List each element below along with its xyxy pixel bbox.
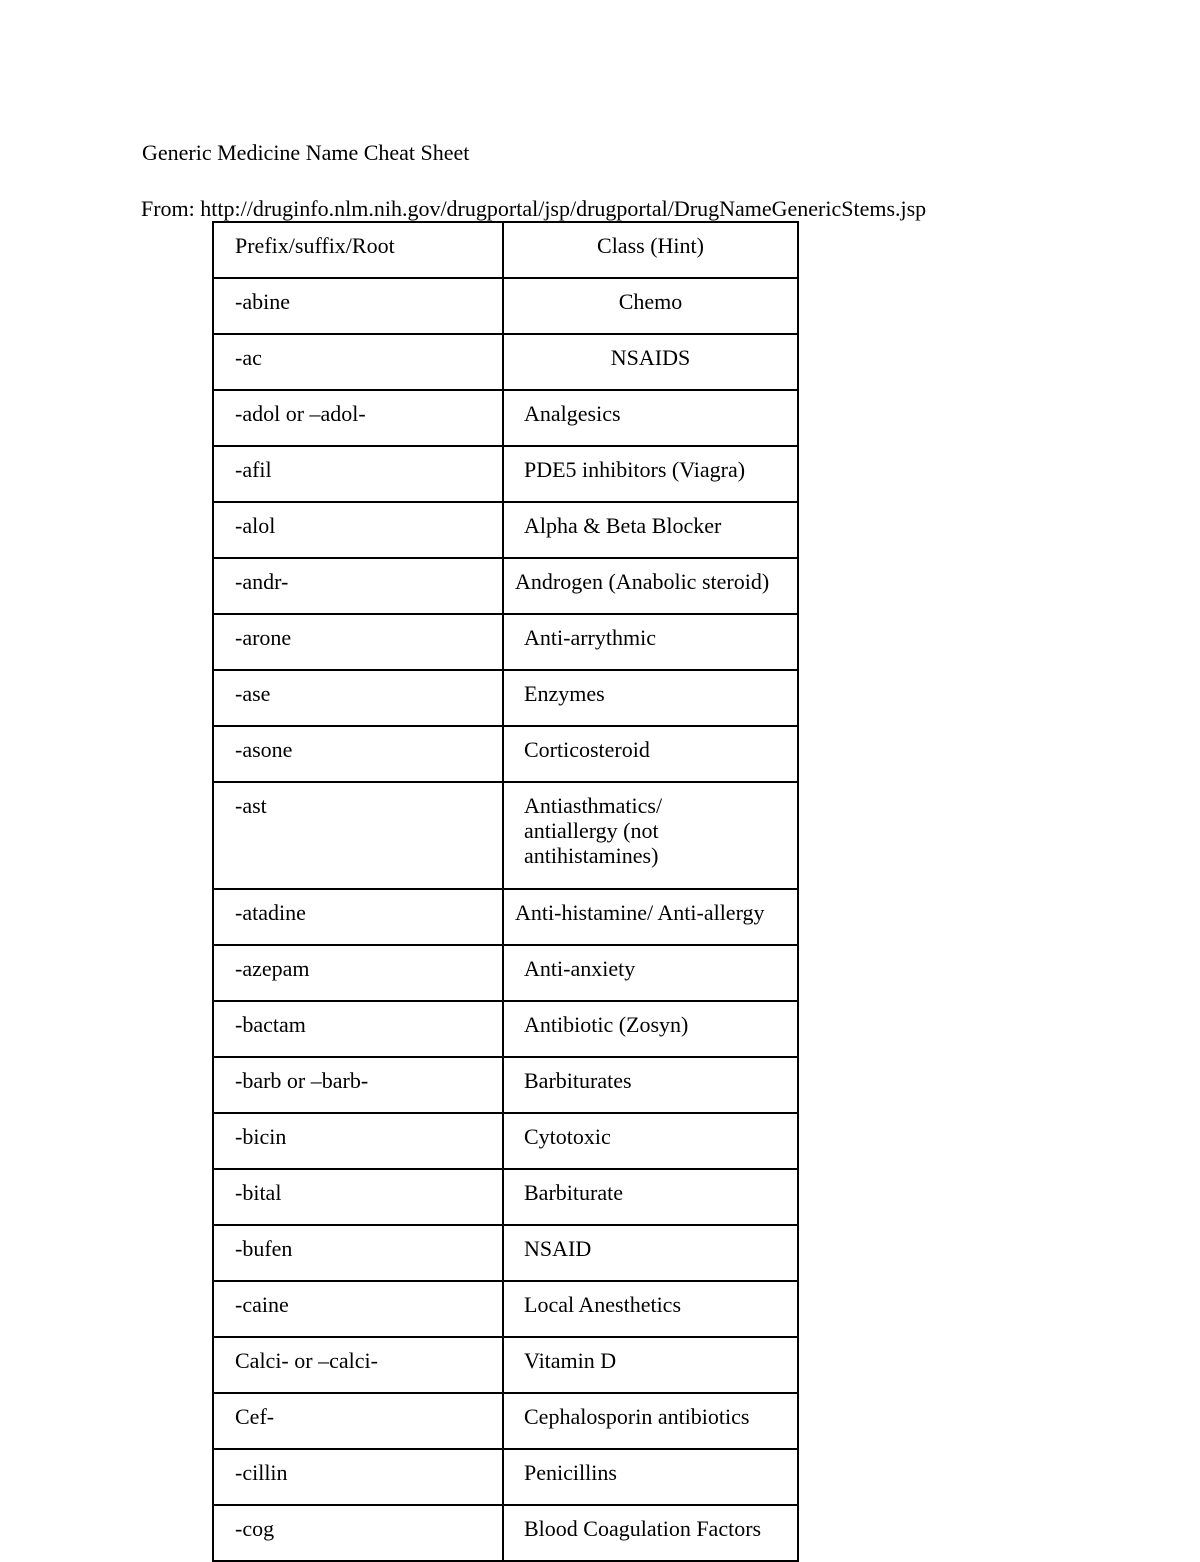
class-cell: Antibiotic (Zosyn) xyxy=(503,1001,798,1057)
stem-cell: -bufen xyxy=(213,1225,503,1281)
stem-cell: -azepam xyxy=(213,945,503,1001)
table-row xyxy=(213,614,798,670)
stem-cell: -ac xyxy=(213,334,503,390)
stem-cell: -bital xyxy=(213,1169,503,1225)
table-row xyxy=(213,334,798,390)
stem-cell: -adol or –adol- xyxy=(213,390,503,446)
table-row xyxy=(213,1225,798,1281)
class-cell: Anti-arrythmic xyxy=(503,614,798,670)
table-row xyxy=(213,1281,798,1337)
class-cell: PDE5 inhibitors (Viagra) xyxy=(503,446,798,502)
class-cell: Cephalosporin antibiotics xyxy=(503,1393,798,1449)
stem-cell: -ast xyxy=(213,782,503,889)
generic-stems-table xyxy=(212,221,799,1562)
class-cell: Chemo xyxy=(503,278,798,334)
stem-cell: -bicin xyxy=(213,1113,503,1169)
table-row xyxy=(213,1169,798,1225)
table-row xyxy=(213,1057,798,1113)
stem-cell: -arone xyxy=(213,614,503,670)
stem-cell: -alol xyxy=(213,502,503,558)
class-cell: Anti-histamine/ Anti-allergy xyxy=(503,889,798,945)
class-cell: Blood Coagulation Factors xyxy=(503,1505,798,1561)
table-row xyxy=(213,1393,798,1449)
class-cell: Analgesics xyxy=(503,390,798,446)
table-row xyxy=(213,945,798,1001)
table-row xyxy=(213,782,798,889)
class-cell: Vitamin D xyxy=(503,1337,798,1393)
table-row xyxy=(213,1001,798,1057)
stem-cell: -afil xyxy=(213,446,503,502)
stem-cell: -barb or –barb- xyxy=(213,1057,503,1113)
table-row xyxy=(213,1337,798,1393)
document-title: Generic Medicine Name Cheat Sheet xyxy=(142,140,470,165)
stem-cell: -andr- xyxy=(213,558,503,614)
class-cell: Barbiturate xyxy=(503,1169,798,1225)
stem-cell: Calci- or –calci- xyxy=(213,1337,503,1393)
class-cell: Androgen (Anabolic steroid) xyxy=(503,558,798,614)
class-cell: Enzymes xyxy=(503,670,798,726)
class-cell: Penicillins xyxy=(503,1449,798,1505)
class-cell: Antiasthmatics/ antiallergy (not antihistamines) xyxy=(503,782,798,889)
header-stem: Prefix/suffix/Root xyxy=(213,222,503,278)
table-row xyxy=(213,502,798,558)
class-cell: Corticosteroid xyxy=(503,726,798,782)
table-row xyxy=(213,1113,798,1169)
table-row xyxy=(213,278,798,334)
table-row xyxy=(213,1449,798,1505)
table-row xyxy=(213,446,798,502)
table-row xyxy=(213,726,798,782)
stem-cell: -cog xyxy=(213,1505,503,1561)
class-cell: Alpha & Beta Blocker xyxy=(503,502,798,558)
stem-cell: -atadine xyxy=(213,889,503,945)
table-row xyxy=(213,390,798,446)
stem-cell: -abine xyxy=(213,278,503,334)
stem-cell: -caine xyxy=(213,1281,503,1337)
header-class: Class (Hint) xyxy=(503,222,798,278)
stem-cell: Cef- xyxy=(213,1393,503,1449)
class-cell: Anti-anxiety xyxy=(503,945,798,1001)
class-cell: NSAIDS xyxy=(503,334,798,390)
stem-cell: -cillin xyxy=(213,1449,503,1505)
stem-cell: -ase xyxy=(213,670,503,726)
table-row xyxy=(213,889,798,945)
class-cell: Local Anesthetics xyxy=(503,1281,798,1337)
source-line: From: http://druginfo.nlm.nih.gov/drugportal/jsp/drugportal/DrugNameGenericStems.jsp xyxy=(141,196,927,221)
class-cell: Cytotoxic xyxy=(503,1113,798,1169)
stem-cell: -asone xyxy=(213,726,503,782)
table-row xyxy=(213,670,798,726)
table-header-row xyxy=(213,222,798,278)
class-cell: NSAID xyxy=(503,1225,798,1281)
stem-cell: -bactam xyxy=(213,1001,503,1057)
class-cell: Barbiturates xyxy=(503,1057,798,1113)
table-row xyxy=(213,558,798,614)
